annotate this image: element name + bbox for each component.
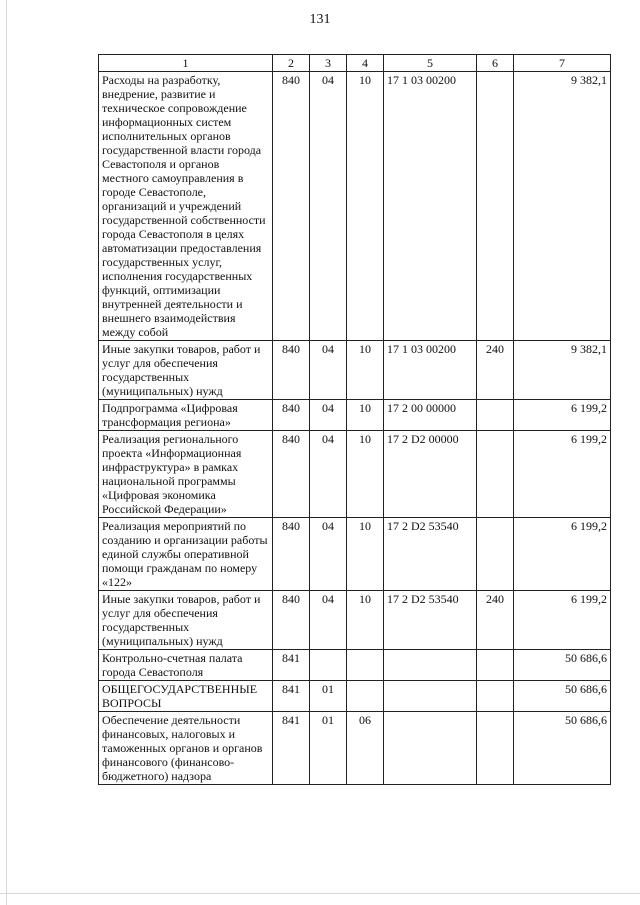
section-cell: 04: [310, 591, 347, 650]
row-name-cell: Подпрограмма «Цифровая трансформация региона»: [99, 400, 273, 431]
subsection-cell: 10: [347, 400, 384, 431]
amount-cell: 6 199,2: [514, 518, 611, 591]
expense-type-cell: 240: [477, 341, 514, 400]
row-name-cell: Иные закупки товаров, работ и услуг для обеспечения государственных (муниципальных) нужд: [99, 341, 273, 400]
row-name-cell: Реализация регионального проекта «Информационная инфраструктура» в рамках национальной программы «Цифровая экономика Российской Федерации»: [99, 431, 273, 518]
subsection-cell: 10: [347, 431, 384, 518]
section-cell: 01: [310, 681, 347, 712]
target-article-cell: [384, 712, 477, 785]
table-row: [99, 712, 611, 785]
row-name-cell: Иные закупки товаров, работ и услуг для обеспечения государственных (муниципальных) нужд: [99, 591, 273, 650]
target-article-cell: 17 2 D2 53540: [384, 518, 477, 591]
expense-type-cell: [477, 681, 514, 712]
table-row: [99, 431, 611, 518]
table-row: [99, 681, 611, 712]
target-article-cell: 17 1 03 00200: [384, 341, 477, 400]
target-article-cell: [384, 681, 477, 712]
expense-type-cell: [477, 431, 514, 518]
table-row: [99, 518, 611, 591]
ved-cell: 841: [273, 712, 310, 785]
column-header: 2: [273, 55, 310, 72]
column-header: 4: [347, 55, 384, 72]
subsection-cell: 10: [347, 72, 384, 341]
row-name-cell: Обеспечение деятельности финансовых, налоговых и таможенных органов и органов финансового (финансово-бюджетного) надзора: [99, 712, 273, 785]
table-row: [99, 341, 611, 400]
subsection-cell: [347, 650, 384, 681]
expense-type-cell: [477, 400, 514, 431]
subsection-cell: [347, 681, 384, 712]
column-header: 7: [514, 55, 611, 72]
expense-type-cell: [477, 72, 514, 341]
column-header: 5: [384, 55, 477, 72]
table-row: [99, 72, 611, 341]
scan-edge-mark: [6, 0, 7, 905]
subsection-cell: 10: [347, 591, 384, 650]
subsection-cell: 06: [347, 712, 384, 785]
amount-cell: 6 199,2: [514, 400, 611, 431]
ved-cell: 841: [273, 650, 310, 681]
amount-cell: 50 686,6: [514, 712, 611, 785]
amount-cell: 6 199,2: [514, 431, 611, 518]
section-cell: 04: [310, 341, 347, 400]
expense-type-cell: [477, 650, 514, 681]
target-article-cell: 17 2 D2 00000: [384, 431, 477, 518]
budget-table: [98, 54, 611, 785]
section-cell: 01: [310, 712, 347, 785]
column-header: 3: [310, 55, 347, 72]
ved-cell: 841: [273, 681, 310, 712]
table-header-row: [99, 55, 611, 72]
section-cell: 04: [310, 431, 347, 518]
expense-type-cell: [477, 518, 514, 591]
amount-cell: 50 686,6: [514, 650, 611, 681]
ved-cell: 840: [273, 518, 310, 591]
table-row: [99, 591, 611, 650]
target-article-cell: 17 2 D2 53540: [384, 591, 477, 650]
subsection-cell: 10: [347, 518, 384, 591]
ved-cell: 840: [273, 591, 310, 650]
table-row: [99, 650, 611, 681]
section-cell: 04: [310, 400, 347, 431]
target-article-cell: 17 1 03 00200: [384, 72, 477, 341]
target-article-cell: 17 2 00 00000: [384, 400, 477, 431]
row-name-cell: ОБЩЕГОСУДАРСТВЕННЫЕ ВОПРОСЫ: [99, 681, 273, 712]
column-header: 1: [99, 55, 273, 72]
page-number: 131: [309, 12, 331, 27]
row-name-cell: Контрольно-счетная палата города Севастополя: [99, 650, 273, 681]
section-cell: 04: [310, 518, 347, 591]
ved-cell: 840: [273, 341, 310, 400]
row-name-cell: Расходы на разработку, внедрение, развитие и техническое сопровождение информационных систем исполнительных органов государственной власти города Севастополя и органов местного самоуправления в городе Севастополе, организаций и учреждений государственной собственности города Севастополя в целях автоматизации предоставления государственных услуг, исполнения государственных функций, оптимизации внутренней деятельности и внешнего взаимодействия между собой: [99, 72, 273, 341]
section-cell: 04: [310, 72, 347, 341]
target-article-cell: [384, 650, 477, 681]
scan-edge-mark: [0, 893, 640, 894]
amount-cell: 6 199,2: [514, 591, 611, 650]
amount-cell: 50 686,6: [514, 681, 611, 712]
ved-cell: 840: [273, 400, 310, 431]
column-header: 6: [477, 55, 514, 72]
amount-cell: 9 382,1: [514, 341, 611, 400]
ved-cell: 840: [273, 431, 310, 518]
expense-type-cell: [477, 712, 514, 785]
expense-type-cell: 240: [477, 591, 514, 650]
section-cell: [310, 650, 347, 681]
ved-cell: 840: [273, 72, 310, 341]
row-name-cell: Реализация мероприятий по созданию и организации работы единой службы оперативной помощи гражданам по номеру «122»: [99, 518, 273, 591]
subsection-cell: 10: [347, 341, 384, 400]
amount-cell: 9 382,1: [514, 72, 611, 341]
table-row: [99, 400, 611, 431]
